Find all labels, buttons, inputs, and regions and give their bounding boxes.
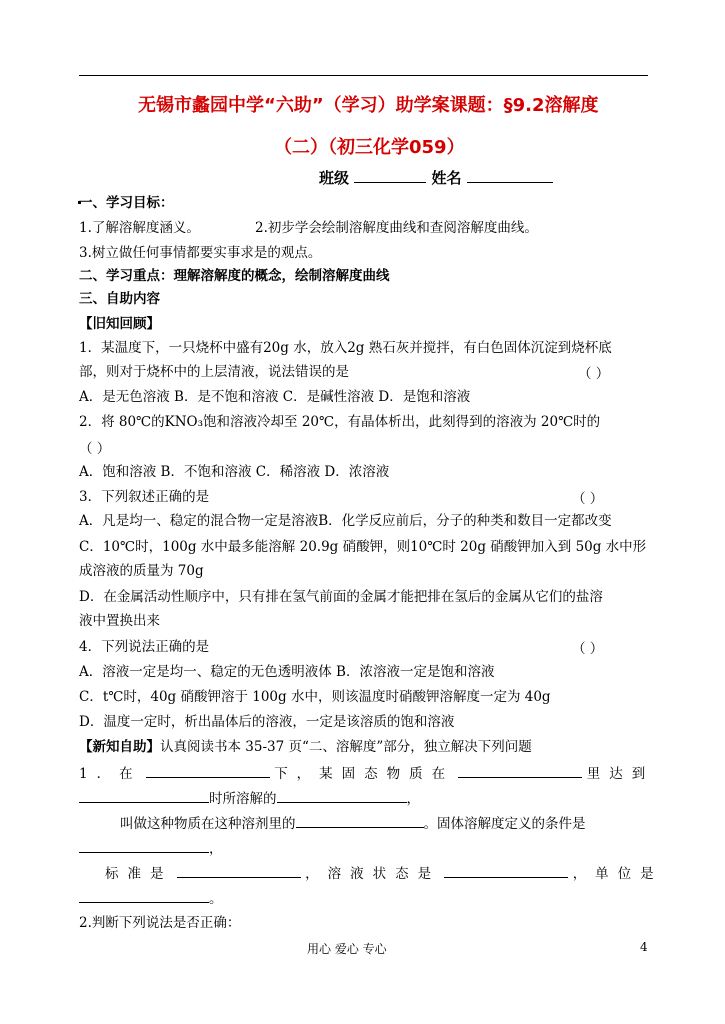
question-1-line2: 部，则对于烧杯中的上层清液，说法错误的是 (79, 364, 349, 380)
fill-line-2 (79, 788, 420, 809)
question-3-line1: 3．下列叙述正确的是 (79, 489, 210, 505)
fill-1-text-b: 下，某固态物质在 (274, 766, 455, 782)
name-blank[interactable] (467, 168, 553, 183)
page-number: 4 (640, 940, 648, 954)
fill-1-blank-1[interactable] (146, 763, 270, 778)
name-label: 姓名 (431, 169, 462, 187)
question-3-option-a: A．凡是均一、稳定的混合物一定是溶液B．化学反应前后，分子的种类和数目一定都改变 (79, 513, 612, 529)
new-knowledge-heading: 【新知自助】 (79, 739, 160, 755)
question-4-answer-paren[interactable]: （ ） (572, 641, 604, 657)
fill-3-text-c: ，单位是 (572, 866, 663, 882)
key-point: 二、学习重点：理解溶解度的概念，绘制溶解度曲线 (79, 268, 390, 284)
fill-line-3 (120, 813, 586, 834)
fill-line-4 (79, 838, 223, 859)
judge-heading: 2.判断下列说法是否正确： (79, 915, 241, 931)
question-4-option-c: C．t℃时，40g 硝酸钾溶于 100g 水中，则该温度时硝酸钾溶解度一定为 40g (79, 689, 551, 705)
question-4-options-ab: A．溶液一定是均一、稳定的无色透明液体 B．浓溶液一定是饱和溶液 (79, 664, 495, 680)
fill-line-6 (79, 888, 223, 909)
page-title-line1: 无锡市蠡园中学“六助”（学习）助学案课题：§9.2溶解度 (138, 95, 599, 116)
top-rule (79, 75, 648, 76)
fill-1-blank-2[interactable] (458, 763, 582, 778)
fill-line-5 (105, 863, 663, 884)
fill-3-text-d: 。 (209, 891, 223, 907)
question-4-line1: 4．下列说法正确的是 (79, 639, 210, 655)
fill-line-1 (79, 763, 654, 784)
new-knowledge-instruction: 认真阅读书本 35-37 页“二、溶解度”部分，独立解决下列问题 (160, 739, 532, 755)
question-2-options: A．饱和溶液 B．不饱和溶液 C．稀溶液 D．浓溶液 (79, 464, 390, 480)
fill-1-text-c: 里达到 (586, 766, 655, 782)
goal-item-1: 1.了解溶解度涵义。 (79, 220, 200, 236)
fill-2-text-b: 。固体溶解度定义的条件是 (423, 816, 586, 832)
fill-1-blank-3[interactable] (79, 788, 209, 803)
goal-item-2: 2.初步学会绘制溶解度曲线和查阅溶解度曲线。 (255, 220, 538, 236)
fill-3-blank-2[interactable] (444, 863, 568, 878)
fill-2-blank-2[interactable] (79, 838, 209, 853)
class-blank[interactable] (354, 168, 426, 183)
page-title-line2: （二）（初三化学059） (274, 137, 465, 158)
fill-2-text-a: 叫做这种物质在这种溶剂里的 (120, 816, 296, 832)
question-1-line1: 1．某温度下，一只烧杯中盛有20g 水，放入2g 熟石灰并搅拌，有白色固体沉淀到烧杯底 (79, 340, 612, 356)
question-3-option-d-line1: D．在金属活动性顺序中，只有排在氢气前面的金属才能把排在氢后的金属从它们的盐溶 (79, 589, 603, 605)
question-1-options: A．是无色溶液 B．是不饱和溶液 C．是碱性溶液 D．是饱和溶液 (79, 389, 471, 405)
question-2-line1: 2．将 80℃的KNO₃饱和溶液冷却至 20℃，有晶体析出，此刻得到的溶液为 20℃时的 (79, 414, 601, 430)
fill-3-blank-3[interactable] (79, 888, 209, 903)
goals-heading: 一、学习目标： (79, 195, 174, 211)
fill-2-blank-1[interactable] (296, 813, 424, 828)
class-label: 班级 (319, 169, 350, 187)
question-4-option-d: D．温度一定时，析出晶体后的溶液，一定是该溶质的饱和溶液 (79, 714, 455, 730)
new-knowledge-intro (79, 737, 532, 757)
goal-item-3: 3.树立做任何事情都要实事求是的观点。 (79, 245, 322, 261)
question-1-answer-paren[interactable]: （ ） (578, 366, 610, 382)
fill-3-text-a: 标准是 (105, 866, 173, 882)
fill-3-blank-1[interactable] (177, 863, 301, 878)
fill-1-blank-4[interactable] (277, 788, 407, 803)
class-name-line (319, 167, 553, 188)
question-3-option-c-line1: C．10℃时，100g 水中最多能溶解 20.9g 硝酸钾，则10℃时 20g 硝酸钾加入到 50g 水中形 (79, 539, 647, 555)
question-3-option-c-line2: 成溶液的质量为 70g (79, 563, 204, 579)
self-help-heading: 三、自助内容 (79, 291, 160, 307)
question-3-answer-paren[interactable]: （ ） (572, 491, 604, 507)
fill-1-text-a: 1．在 (79, 766, 142, 782)
review-heading: 【旧知回顾】 (79, 316, 160, 332)
footer-motto: 用心 爱心 专心 (307, 942, 387, 956)
fill-3-text-b: ，溶液状态是 (305, 866, 441, 882)
fill-1-text-e: ， (406, 791, 420, 807)
question-2-answer-paren[interactable]: （ ） (79, 441, 111, 457)
fill-2-text-c: ， (209, 841, 223, 857)
fill-1-text-d: 时所溶解的 (209, 791, 277, 807)
question-3-option-d-line2: 液中置换出来 (79, 613, 160, 629)
